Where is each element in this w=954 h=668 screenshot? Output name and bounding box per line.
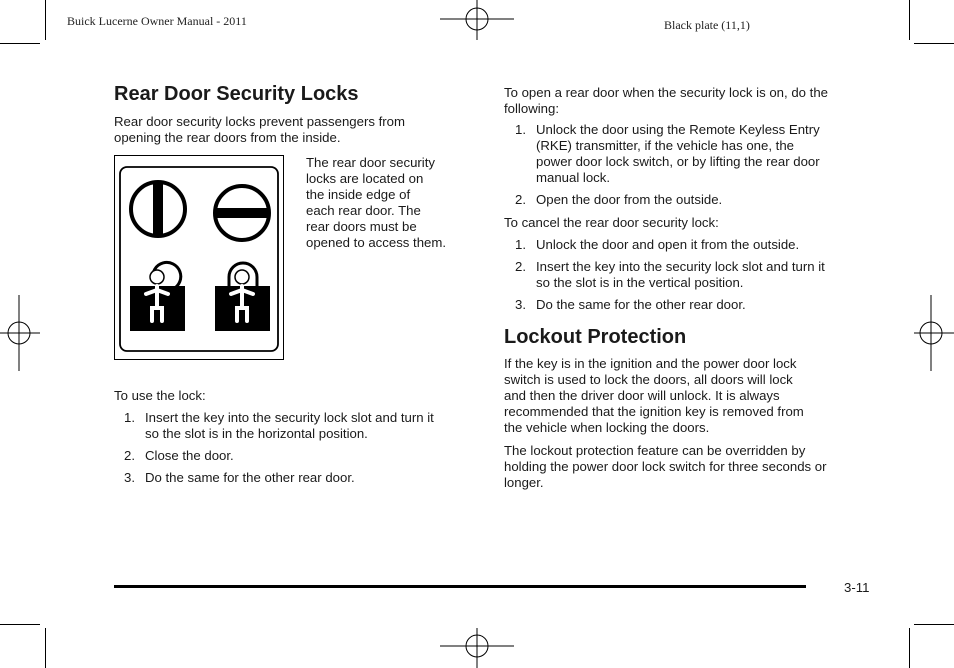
crop-mark — [909, 0, 910, 40]
intro-paragraph: Rear door security locks prevent passengers from opening the rear doors from the inside. — [114, 114, 405, 145]
list-item: 2. Insert the key into the security lock slot and turn it so the slot is in the vertical position. — [515, 259, 825, 290]
registration-mark-bottom — [440, 626, 514, 668]
section-title-rear-door-security-locks: Rear Door Security Locks — [114, 83, 359, 105]
lockout-paragraph-2: The lockout protection feature can be overridden by holding the power door lock switch for three seconds or longer. — [504, 443, 827, 490]
lockout-paragraph-1: If the key is in the ignition and the power door lock switch is used to lock the doors, all doors will lock and then the driver door will unlock. It is always recommended that the ignition key is removed from the vehicle when locking the doors. — [504, 356, 804, 435]
figure-caption: The rear door security locks are located on the inside edge of each rear door. The rear doors must be opened to access them. — [306, 155, 447, 250]
cancel-lock-steps — [505, 237, 875, 319]
slot-horizontal-icon — [214, 186, 270, 240]
crop-mark — [909, 628, 910, 668]
open-door-steps — [505, 122, 875, 214]
security-lock-figure — [114, 155, 284, 360]
slot-vertical-icon — [131, 182, 185, 236]
list-item: 3. Do the same for the other rear door. — [124, 470, 355, 485]
security-lock-illustration — [115, 156, 285, 361]
crop-mark — [914, 624, 954, 625]
cancel-lock-intro: To cancel the rear door security lock: — [504, 215, 719, 230]
header-left: Buick Lucerne Owner Manual - 2011 — [67, 14, 247, 28]
open-door-intro: To open a rear door when the security lock is on, do the following: — [504, 85, 829, 116]
crop-mark — [45, 0, 46, 40]
list-item: 1. Unlock the door using the Remote Keyless Entry (RKE) transmitter, if the vehicle has one, the power door lock switch, or by lifting the rear door manual lock. — [515, 122, 820, 185]
header-right: Black plate (11,1) — [664, 18, 750, 32]
crop-mark — [0, 624, 40, 625]
list-item: 2. Open the door from the outside. — [515, 192, 723, 207]
section-title-lockout-protection: Lockout Protection — [504, 326, 687, 348]
use-lock-intro: To use the lock: — [114, 388, 206, 403]
registration-mark-left — [0, 295, 44, 371]
crop-mark — [45, 628, 46, 668]
registration-mark-top — [440, 0, 514, 42]
list-item: 1. Unlock the door and open it from the outside. — [515, 237, 800, 252]
child-locked-icon — [215, 263, 270, 331]
list-item: 3. Do the same for the other rear door. — [515, 297, 746, 312]
child-unlocked-icon — [130, 262, 185, 331]
crop-mark — [0, 43, 40, 44]
page-number: 3-11 — [844, 580, 870, 595]
list-item: 1. Insert the key into the security lock slot and turn it so the slot is in the horizontal position. — [124, 410, 434, 441]
use-lock-steps — [114, 410, 474, 492]
registration-mark-right — [910, 295, 954, 371]
footer-rule — [114, 585, 806, 588]
crop-mark — [914, 43, 954, 44]
list-item: 2. Close the door. — [124, 448, 234, 463]
